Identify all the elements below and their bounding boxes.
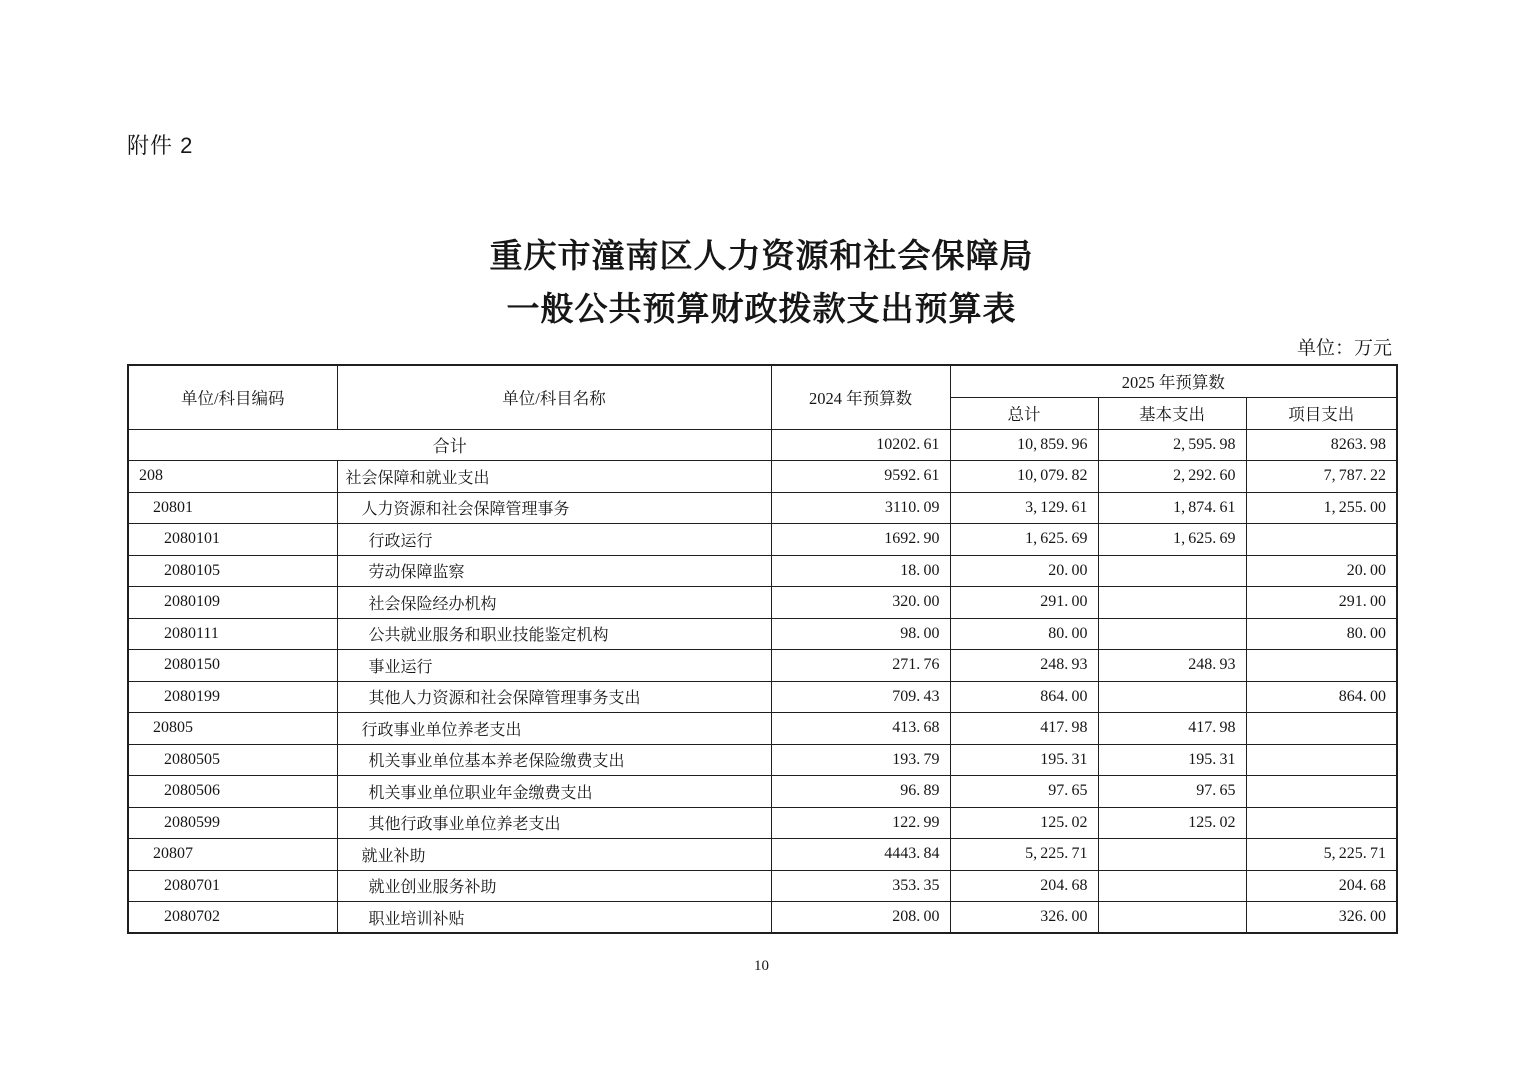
cell-2025-basic bbox=[1098, 618, 1246, 650]
header-2025-basic: 基本支出 bbox=[1098, 397, 1246, 429]
cell-name: 机关事业单位基本养老保险缴费支出 bbox=[337, 744, 771, 776]
cell-2024-budget: 193. 79 bbox=[771, 744, 950, 776]
cell-2025-basic: 417. 98 bbox=[1098, 713, 1246, 745]
cell-code: 20807 bbox=[128, 839, 337, 871]
cell-code: 2080505 bbox=[128, 744, 337, 776]
cell-2025-basic: 125. 02 bbox=[1098, 807, 1246, 839]
cell-name: 人力资源和社会保障管理事务 bbox=[337, 492, 771, 524]
cell-code: 2080701 bbox=[128, 870, 337, 902]
cell-2025-project: 864. 00 bbox=[1246, 681, 1397, 713]
table-row bbox=[128, 902, 1397, 934]
cell-2025-total: 20. 00 bbox=[950, 555, 1098, 587]
cell-2024-budget: 353. 35 bbox=[771, 870, 950, 902]
cell-name: 社会保险经办机构 bbox=[337, 587, 771, 619]
cell-2025-basic: 2, 595. 98 bbox=[1098, 429, 1246, 461]
cell-2025-project bbox=[1246, 524, 1397, 556]
header-2025-project: 项目支出 bbox=[1246, 397, 1397, 429]
cell-2025-total: 97. 65 bbox=[950, 776, 1098, 808]
cell-2025-total: 195. 31 bbox=[950, 744, 1098, 776]
cell-code: 20801 bbox=[128, 492, 337, 524]
table-row bbox=[128, 524, 1397, 556]
table-row bbox=[128, 839, 1397, 871]
cell-code: 2080150 bbox=[128, 650, 337, 682]
cell-2025-basic: 248. 93 bbox=[1098, 650, 1246, 682]
cell-2025-project: 1, 255. 00 bbox=[1246, 492, 1397, 524]
cell-2025-project bbox=[1246, 713, 1397, 745]
cell-2025-total: 10, 859. 96 bbox=[950, 429, 1098, 461]
cell-code: 2080101 bbox=[128, 524, 337, 556]
cell-code: 2080702 bbox=[128, 902, 337, 934]
cell-2025-total: 3, 129. 61 bbox=[950, 492, 1098, 524]
unit-note: 单位：万元 bbox=[1296, 338, 1392, 359]
cell-name: 其他行政事业单位养老支出 bbox=[337, 807, 771, 839]
cell-2024-budget: 271. 76 bbox=[771, 650, 950, 682]
cell-2025-basic bbox=[1098, 555, 1246, 587]
cell-name: 行政运行 bbox=[337, 524, 771, 556]
cell-code: 208 bbox=[128, 461, 337, 493]
cell-2024-budget: 4443. 84 bbox=[771, 839, 950, 871]
cell-2024-budget: 320. 00 bbox=[771, 587, 950, 619]
cell-2025-basic: 195. 31 bbox=[1098, 744, 1246, 776]
cell-code: 2080199 bbox=[128, 681, 337, 713]
cell-2025-basic bbox=[1098, 587, 1246, 619]
cell-2025-total: 1, 625. 69 bbox=[950, 524, 1098, 556]
table-row bbox=[128, 618, 1397, 650]
cell-name: 就业补助 bbox=[337, 839, 771, 871]
cell-name: 劳动保障监察 bbox=[337, 555, 771, 587]
cell-2025-project: 80. 00 bbox=[1246, 618, 1397, 650]
cell-2025-total: 326. 00 bbox=[950, 902, 1098, 934]
cell-total-label: 合计 bbox=[128, 429, 771, 461]
cell-2024-budget: 18. 00 bbox=[771, 555, 950, 587]
header-2025-total: 总计 bbox=[950, 397, 1098, 429]
cell-2025-total: 10, 079. 82 bbox=[950, 461, 1098, 493]
cell-2025-total: 125. 02 bbox=[950, 807, 1098, 839]
cell-2025-project: 5, 225. 71 bbox=[1246, 839, 1397, 871]
header-code: 单位/科目编码 bbox=[128, 365, 337, 429]
attachment-label: 附件 2 bbox=[127, 133, 194, 158]
cell-2025-project bbox=[1246, 776, 1397, 808]
cell-name: 其他人力资源和社会保障管理事务支出 bbox=[337, 681, 771, 713]
cell-2025-project: 8263. 98 bbox=[1246, 429, 1397, 461]
document-title-line1: 重庆市潼南区人力资源和社会保障局 bbox=[489, 239, 1034, 275]
cell-2025-project: 291. 00 bbox=[1246, 587, 1397, 619]
cell-2024-budget: 1692. 90 bbox=[771, 524, 950, 556]
cell-2025-project bbox=[1246, 744, 1397, 776]
cell-2025-project: 204. 68 bbox=[1246, 870, 1397, 902]
document-title-line2: 一般公共预算财政拨款支出预算表 bbox=[506, 292, 1017, 328]
cell-code: 2080506 bbox=[128, 776, 337, 808]
cell-2024-budget: 98. 00 bbox=[771, 618, 950, 650]
cell-2025-project: 20. 00 bbox=[1246, 555, 1397, 587]
table-row bbox=[128, 776, 1397, 808]
cell-2024-budget: 208. 00 bbox=[771, 902, 950, 934]
cell-code: 2080109 bbox=[128, 587, 337, 619]
cell-2025-project bbox=[1246, 650, 1397, 682]
table-row bbox=[128, 681, 1397, 713]
cell-2024-budget: 122. 99 bbox=[771, 807, 950, 839]
cell-2024-budget: 10202. 61 bbox=[771, 429, 950, 461]
document-title bbox=[127, 231, 1396, 337]
cell-2025-basic: 97. 65 bbox=[1098, 776, 1246, 808]
cell-2025-project: 7, 787. 22 bbox=[1246, 461, 1397, 493]
cell-2024-budget: 3110. 09 bbox=[771, 492, 950, 524]
table-row bbox=[128, 807, 1397, 839]
cell-2025-project: 326. 00 bbox=[1246, 902, 1397, 934]
table-row bbox=[128, 461, 1397, 493]
cell-code: 2080105 bbox=[128, 555, 337, 587]
cell-2025-total: 204. 68 bbox=[950, 870, 1098, 902]
table-row bbox=[128, 492, 1397, 524]
cell-code: 20805 bbox=[128, 713, 337, 745]
header-name: 单位/科目名称 bbox=[337, 365, 771, 429]
cell-2025-basic: 1, 874. 61 bbox=[1098, 492, 1246, 524]
budget-table bbox=[127, 364, 1398, 934]
page-number: 10 bbox=[754, 958, 769, 974]
cell-2025-basic bbox=[1098, 902, 1246, 934]
cell-code: 2080111 bbox=[128, 618, 337, 650]
table-row bbox=[128, 429, 1397, 461]
table-row bbox=[128, 587, 1397, 619]
cell-name: 事业运行 bbox=[337, 650, 771, 682]
table-row bbox=[128, 650, 1397, 682]
cell-2024-budget: 9592. 61 bbox=[771, 461, 950, 493]
table-row bbox=[128, 870, 1397, 902]
cell-2025-basic bbox=[1098, 839, 1246, 871]
cell-name: 行政事业单位养老支出 bbox=[337, 713, 771, 745]
cell-2025-project bbox=[1246, 807, 1397, 839]
cell-2025-total: 864. 00 bbox=[950, 681, 1098, 713]
cell-2025-basic: 1, 625. 69 bbox=[1098, 524, 1246, 556]
cell-2025-total: 417. 98 bbox=[950, 713, 1098, 745]
cell-2025-basic bbox=[1098, 870, 1246, 902]
table-row bbox=[128, 713, 1397, 745]
cell-2025-basic bbox=[1098, 681, 1246, 713]
cell-2024-budget: 96. 89 bbox=[771, 776, 950, 808]
cell-name: 就业创业服务补助 bbox=[337, 870, 771, 902]
cell-code: 2080599 bbox=[128, 807, 337, 839]
cell-name: 社会保障和就业支出 bbox=[337, 461, 771, 493]
header-2024-budget: 2024 年预算数 bbox=[771, 365, 950, 429]
cell-name: 机关事业单位职业年金缴费支出 bbox=[337, 776, 771, 808]
cell-name: 职业培训补贴 bbox=[337, 902, 771, 934]
cell-2024-budget: 709. 43 bbox=[771, 681, 950, 713]
cell-2025-basic: 2, 292. 60 bbox=[1098, 461, 1246, 493]
header-2025-budget-group: 2025 年预算数 bbox=[950, 365, 1397, 397]
budget-table-body bbox=[128, 429, 1397, 933]
table-row bbox=[128, 555, 1397, 587]
table-row bbox=[128, 744, 1397, 776]
cell-2025-total: 80. 00 bbox=[950, 618, 1098, 650]
cell-2025-total: 248. 93 bbox=[950, 650, 1098, 682]
cell-2025-total: 291. 00 bbox=[950, 587, 1098, 619]
budget-table-header bbox=[128, 365, 1397, 429]
cell-2025-total: 5, 225. 71 bbox=[950, 839, 1098, 871]
cell-name: 公共就业服务和职业技能鉴定机构 bbox=[337, 618, 771, 650]
cell-2024-budget: 413. 68 bbox=[771, 713, 950, 745]
